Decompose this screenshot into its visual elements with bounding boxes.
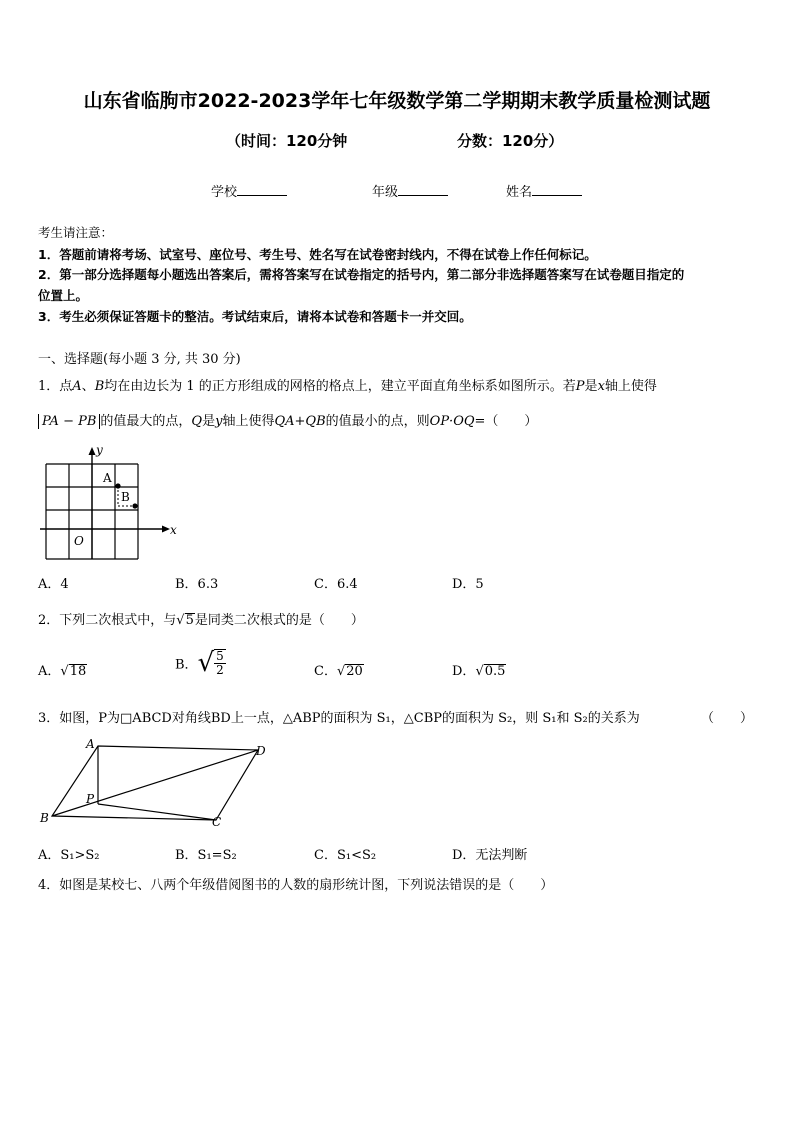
school-label: 学校 (211, 185, 238, 200)
notice-item-2: 2．第一部分选择题每小题选出答案后，需将答案写在试卷指定的括号内，第二部分非选择题答案写在试卷题目指定的 (38, 267, 685, 282)
name-blank (532, 183, 582, 196)
fig-D-label: D (256, 744, 266, 758)
fig-A-label: A (103, 471, 112, 485)
q3-option-a: A．S₁>S₂ (38, 848, 100, 863)
q1-option-a: A．4 (38, 577, 69, 592)
name-field (506, 181, 582, 200)
fig-y-label: y (96, 443, 103, 457)
fig-P-label: P (86, 792, 95, 806)
q2-option-a: A．√18 (38, 664, 87, 679)
notice-item-1: 1．答题前请将考场、试室号、座位号、考生号、姓名写在试卷密封线内，不得在试卷上作任何标记。 (38, 247, 597, 262)
school-blank (237, 183, 287, 196)
q3-stem: 3．如图，P为□ABCD对角线BD上一点，△ABP的面积为 S₁，△CBP的面积为 S₂，则 S₁和 S₂的关系为 (38, 711, 640, 726)
q2-option-d: D．√0.5 (452, 664, 506, 679)
q3-option-b: B．S₁=S₂ (175, 848, 237, 863)
q1-line-1: 1．点A、B均在由边长为 1 的正方形组成的网格的格点上，建立平面直角坐标系如图所示。若P是x轴上使得 (38, 379, 657, 394)
y-axis-arrow (89, 447, 96, 455)
q1-option-d: D．5 (452, 577, 484, 592)
q1-option-c: C．6.4 (314, 577, 358, 592)
fig-B-label: B (40, 811, 49, 825)
fig-C-label: C (212, 815, 222, 829)
notice-heading: 考生请注意： (38, 225, 114, 240)
fig-x-label: x (170, 523, 177, 537)
school-field (211, 181, 287, 200)
q1-line-2: PA − PB 的值最大的点，Q是y轴上使得QA+QB的值最小的点，则OP·OQ=（ ） (38, 410, 537, 429)
exam-time: （时间：120分钟 (226, 132, 348, 150)
diagonal-bd (52, 750, 258, 816)
q2-option-c: C．√20 (314, 664, 363, 679)
fig-A-label: A (86, 737, 95, 751)
x-axis-arrow (162, 526, 170, 533)
fig-B-label: B (121, 490, 130, 504)
q2-option-b: B．√ $\frac{5}{2}$ (175, 648, 224, 678)
q3-parallelogram-figure (36, 734, 276, 834)
page-title: 山东省临朐市2022-2023学年七年级数学第二学期期末教学质量检测试题 (83, 90, 711, 112)
q2-stem: 2．下列二次根式中，与√5是同类二次根式的是（ ） (38, 613, 364, 628)
grade-label: 年级 (372, 185, 399, 200)
q2-radicand: 5 (185, 613, 194, 628)
grade-blank (398, 183, 448, 196)
q4-stem: 4．如图是某校七、八两个年级借阅图书的人数的扇形统计图，下列说法错误的是（ ） (38, 878, 554, 893)
q3-paren: （ ） (701, 711, 754, 726)
abs-expression: PA − PB (38, 414, 100, 429)
point-B (132, 503, 137, 508)
fig-O-label: O (74, 534, 84, 548)
q1-grid-figure (36, 442, 186, 564)
exam-score: 分数：120分） (457, 132, 564, 150)
point-A (115, 483, 120, 488)
grade-field (372, 181, 448, 200)
q1-option-b: B．6.3 (175, 577, 219, 592)
notice-item-3: 3．考生必须保证答题卡的整洁。考试结束后，请将本试卷和答题卡一并交回。 (38, 309, 472, 324)
q3-option-c: C．S₁<S₂ (314, 848, 377, 863)
name-label: 姓名 (506, 185, 533, 200)
q3-option-d: D．无法判断 (452, 848, 528, 863)
notice-item-2-cont: 位置上。 (38, 288, 89, 303)
section-title: 一、选择题(每小题 3 分, 共 30 分) (38, 352, 241, 367)
